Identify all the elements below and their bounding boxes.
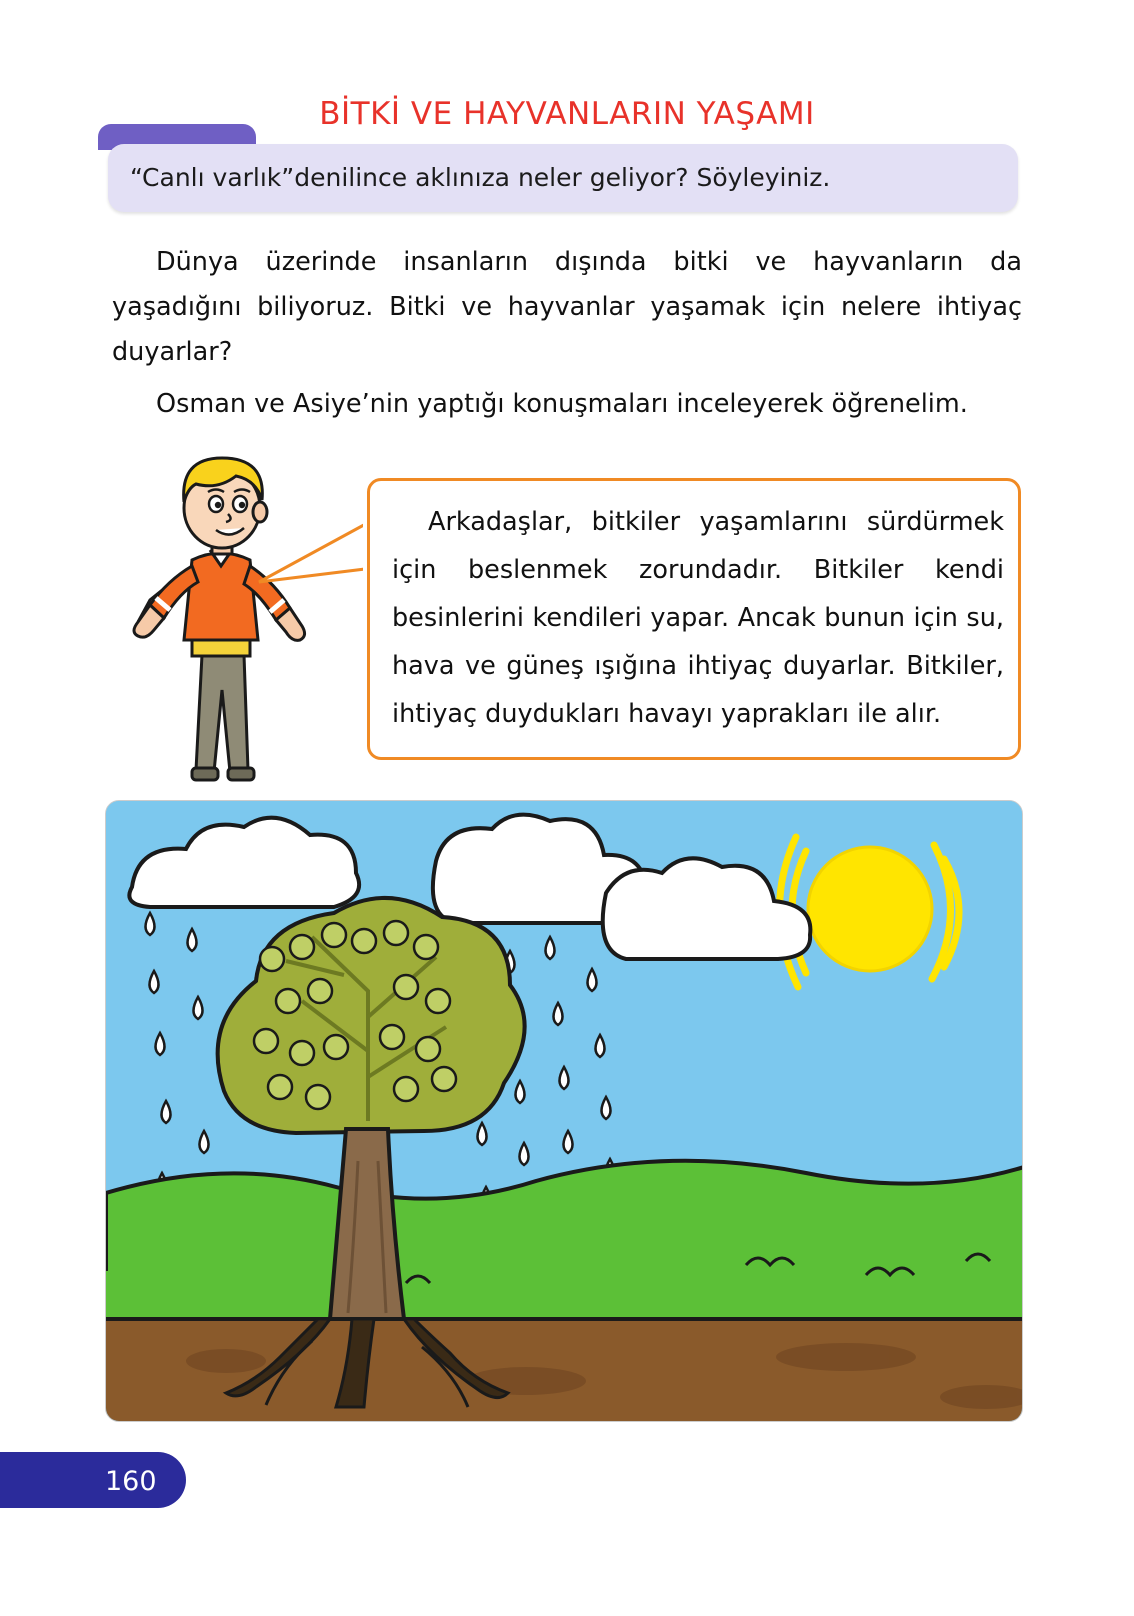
page-number: 160	[105, 1466, 157, 1497]
boy-character-illustration	[118, 440, 348, 790]
body-paragraph-2: Osman ve Asiye’nin yaptığı konuşmaları inceleyerek öğrenelim.	[156, 389, 968, 419]
page-title: BİTKİ VE HAYVANLARIN YAŞAMI	[319, 96, 815, 132]
speech-bubble-tail	[255, 510, 375, 590]
speech-bubble-text: Arkadaşlar, bitkiler yaşamlarını sürdürmek için beslenmek zorundadır. Bitkiler kendi besinlerini kendileri yapar. Ancak bunun için su, hava ve güneş ışığına ihtiyaç duyarlar. Bitkiler, ihtiyaç duydukları havayı yaprakları ile alır.	[392, 507, 1004, 729]
nature-scene-illustration	[105, 800, 1023, 1422]
body-paragraph-1: Dünya üzerinde insanların dışında bitki ve hayvanların da yaşadığını biliyoruz. Bitki ve hayvanlar yaşamak için nelere ihtiyaç duyarlar?	[112, 247, 1022, 367]
question-banner-text: “Canlı varlık”denilince aklınıza neler geliyor? Söyleyiniz.	[130, 163, 831, 192]
